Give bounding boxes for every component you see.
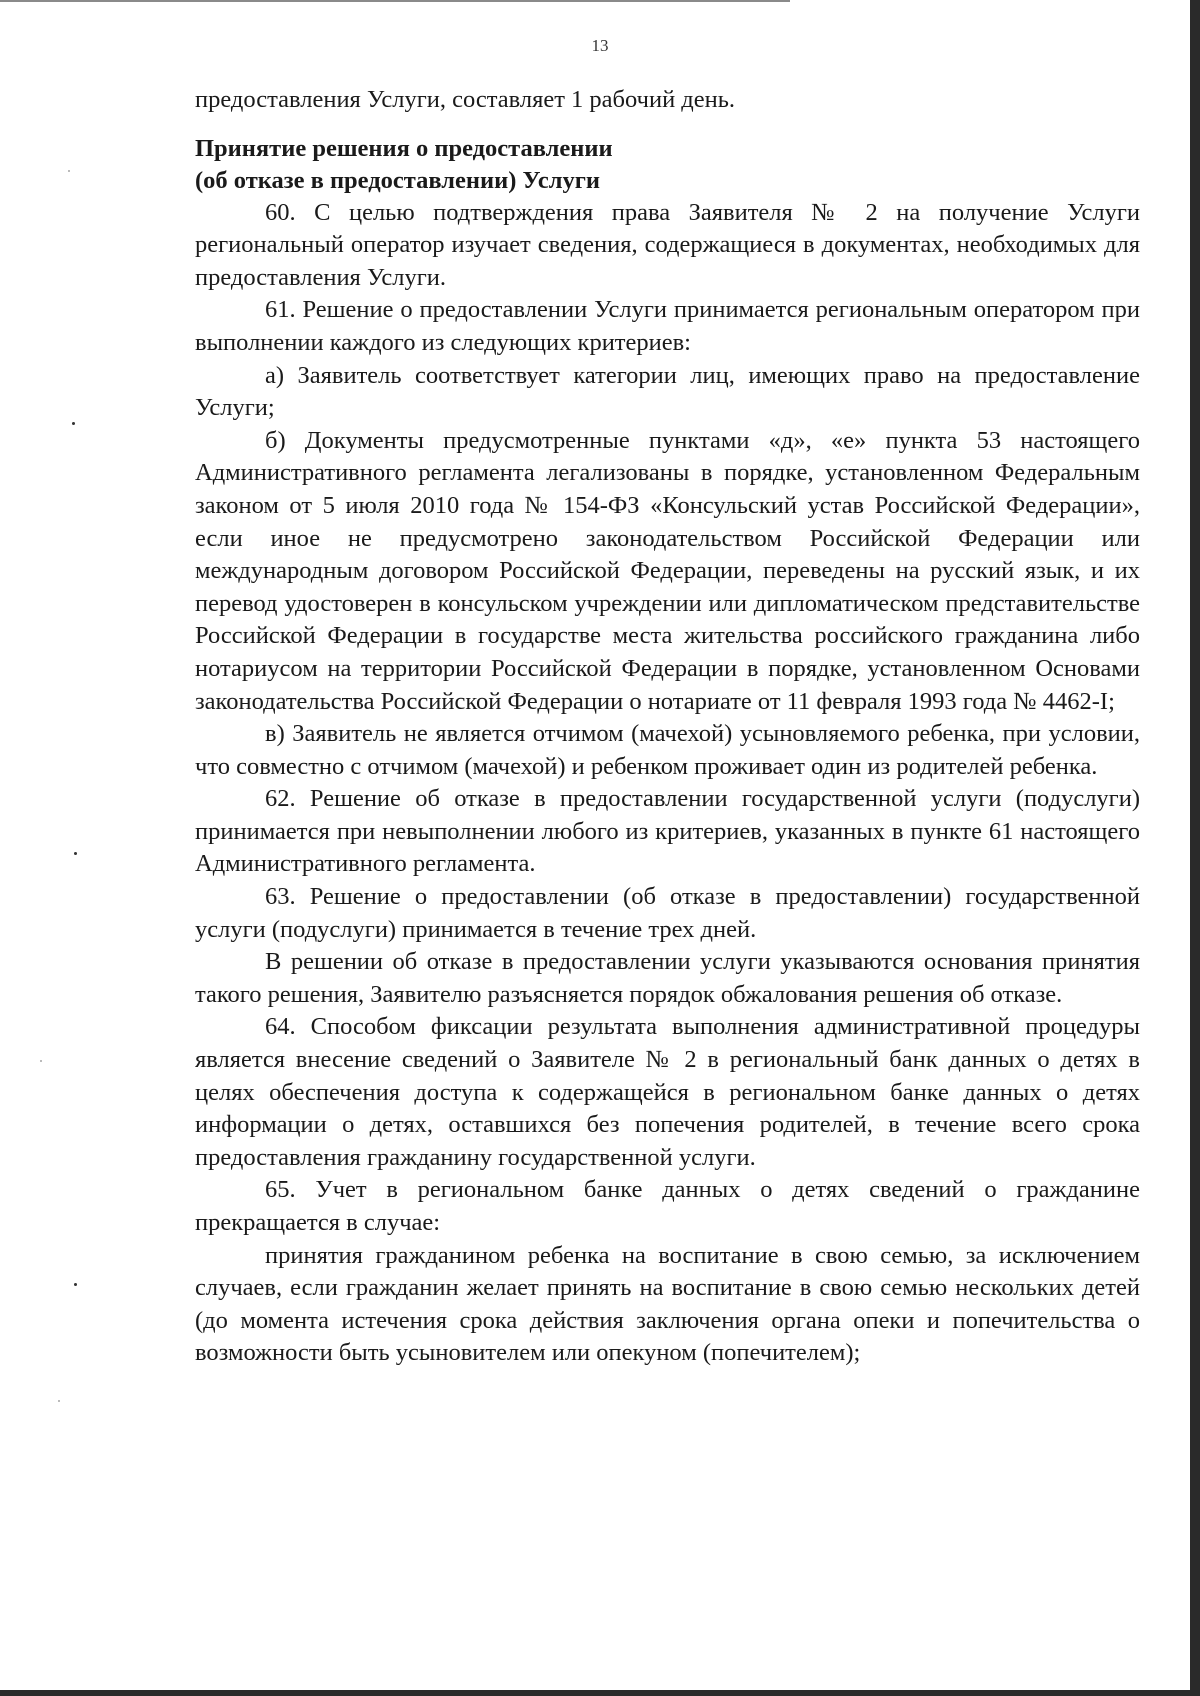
- section-heading: [195, 133, 1140, 197]
- scan-mark: [72, 422, 75, 425]
- scan-edge-right: [1190, 0, 1200, 1696]
- paragraph-60: 60. С целью подтверждения права Заявителя № 2 на получение Услуги региональный оператор изучает сведения, содержащиеся в документах, необходимых для предоставления Услуги.: [195, 198, 1140, 291]
- paragraph-63-refusal: В решении об отказе в предоставлении услуги указываются основания принятия такого решения, Заявителю разъясняется порядок обжалования решения об отказе.: [195, 948, 1140, 1008]
- paragraph-65: 65. Учет в региональном банке данных о детях сведений о гражданине прекращается в случае:: [195, 1176, 1140, 1236]
- paragraph-64: 64. Способом фиксации результата выполнения административной процедуры является внесение сведений о Заявителе № 2 в региональный банк данных о детях в целях обеспечения доступа к содержащейся в региональном банке данных о детях информации о детях, оставшихся без попечения родителей, в течение всего срока предоставления гражданину государственной услуги.: [195, 1013, 1140, 1171]
- scan-speck: [40, 1060, 42, 1062]
- paragraph-63: 63. Решение о предоставлении (об отказе в предоставлении) государственной услуги (подуслуги) принимается в течение трех дней.: [195, 883, 1140, 943]
- paragraph-61: 61. Решение о предоставлении Услуги принимается региональным оператором при выполнении каждого из следующих критериев:: [195, 296, 1140, 356]
- scan-edge-top: [0, 0, 790, 2]
- paragraph-61-a: а) Заявитель соответствует категории лиц, имеющих право на предоставление Услуги;: [195, 361, 1140, 422]
- scan-edge-bottom: [0, 1690, 1200, 1696]
- section-heading-line-1: Принятие решения о предоставлении: [195, 134, 613, 162]
- paragraph-61-b: б) Документы предусмотренные пунктами «д», «е» пункта 53 настоящего Административного регламента легализованы в порядке, установленном Федеральным законом от 5 июля 2010 года № 154-ФЗ «Консульский устав Российской Федерации», если иное не предусмотрено законодательством Российской Федерации или международным договором Российской Федерации, переведены на русский язык, и их перевод удостоверен в консульском учреждении или дипломатическом представительстве Российской Федерации в государстве места жительства российского гражданина либо нотариусом на территории Российской Федерации в порядке, установленном Основами законодательства Российской Федерации о нотариате от 11 февраля 1993 года № 4462-I;: [195, 426, 1140, 715]
- paragraph-65-case: принятия гражданином ребенка на воспитание в свою семью, за исключением случаев, если гражданин желает принять на воспитание в свою семью нескольких детей (до момента истечения срока действия заключения органа опеки и попечительства о возможности быть усыновителем или опекуном (попечителем);: [195, 1241, 1140, 1367]
- scan-mark: [74, 1283, 77, 1286]
- paragraph-61-v: в) Заявитель не является отчимом (мачехой) усыновляемого ребенка, при условии, что совместно с отчимом (мачехой) и ребенком проживает один из родителей ребенка.: [195, 720, 1140, 780]
- scan-speck: [58, 1400, 60, 1402]
- scan-mark: [74, 852, 77, 855]
- paragraph-continuation: предоставления Услуги, составляет 1 рабочий день.: [195, 86, 736, 113]
- section-heading-line-2: (об отказе в предоставлении) Услуги: [195, 166, 600, 194]
- paragraph-62: 62. Решение об отказе в предоставлении государственной услуги (подуслуги) принимается при невыполнении любого из критериев, указанных в пункте 61 настоящего Административного регламента.: [195, 785, 1140, 878]
- page-number: 13: [591, 36, 609, 55]
- document-body: [195, 84, 1140, 1370]
- scan-speck: [68, 170, 70, 172]
